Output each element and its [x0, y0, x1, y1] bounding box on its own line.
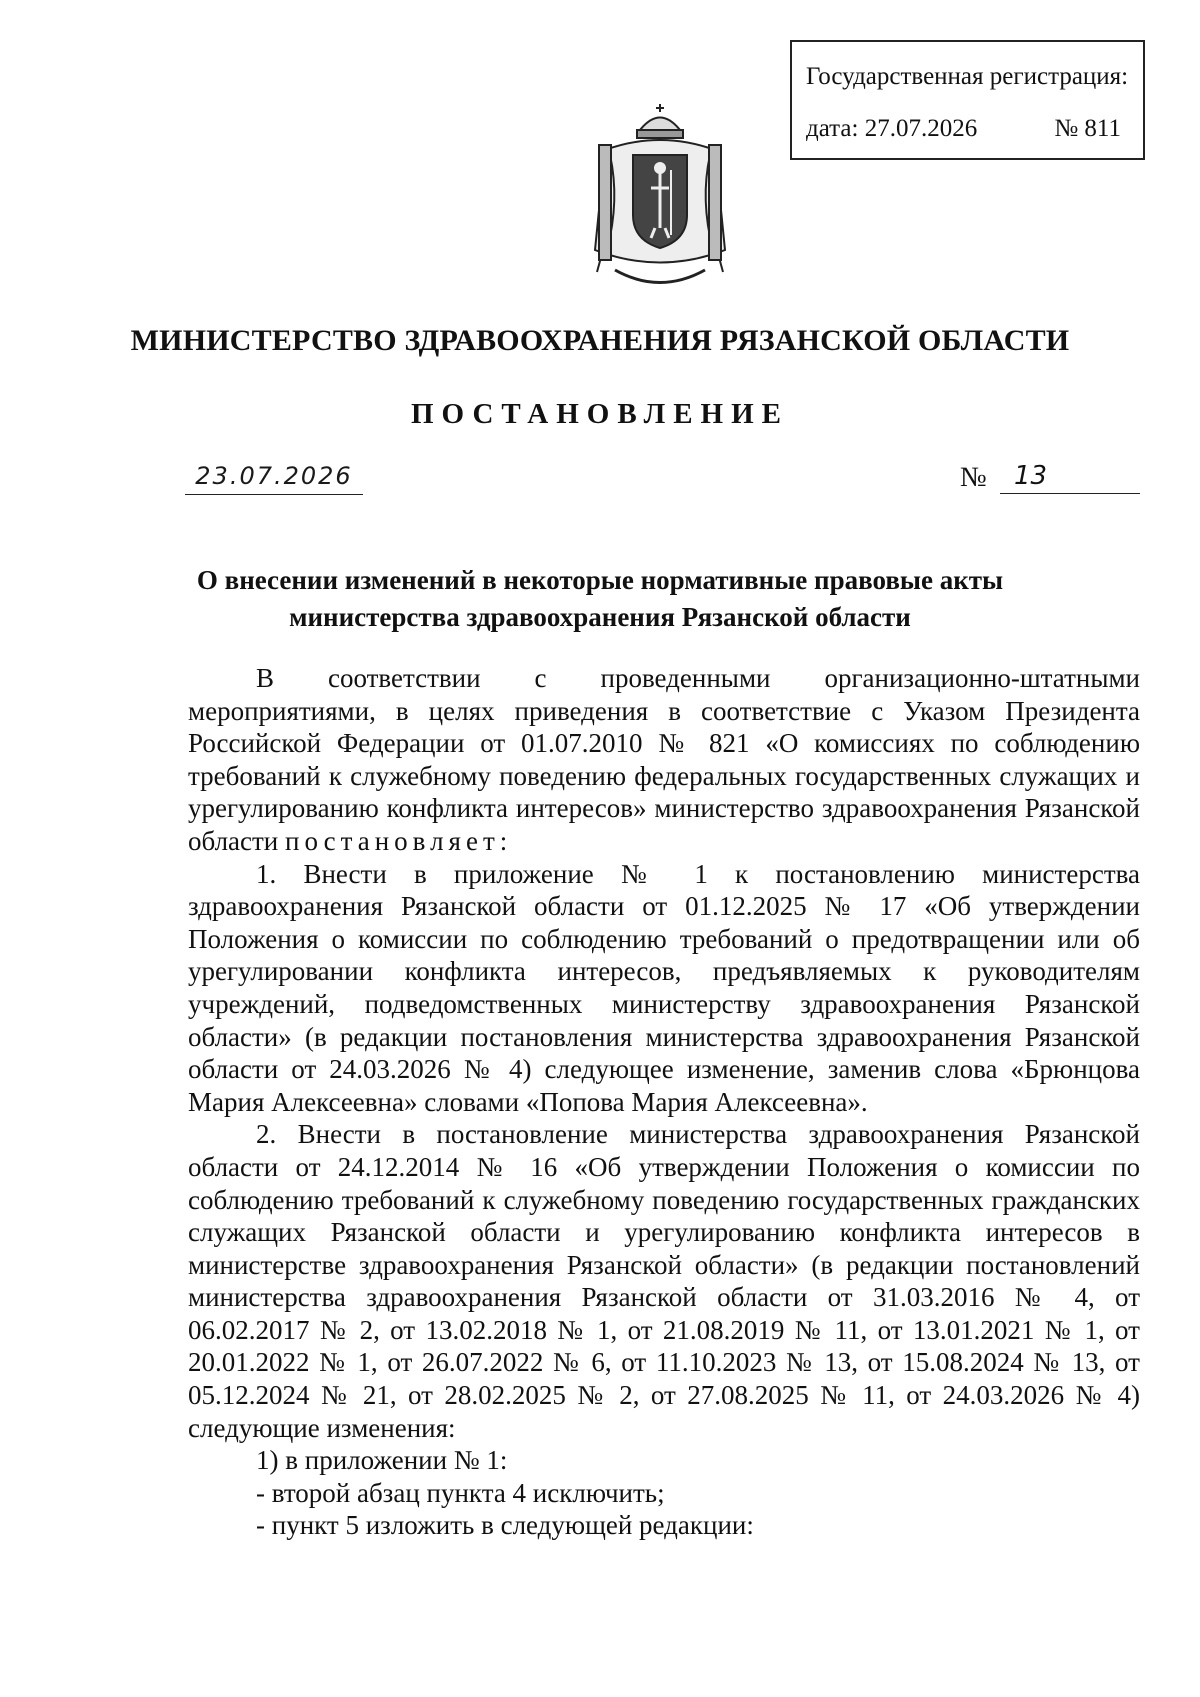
- registration-stamp: [790, 40, 1145, 160]
- coat-of-arms-icon: [585, 100, 735, 300]
- subitem-1b-paragraph: - пункт 5 изложить в следующей редакции:: [256, 1510, 754, 1541]
- preamble-verb: постановляет:: [285, 825, 513, 856]
- preamble-paragraph: [188, 662, 1140, 858]
- organization-name: МИНИСТЕРСТВО ЗДРАВООХРАНЕНИЯ РЯЗАНСКОЙ ОБЛАСТИ: [130, 324, 1070, 357]
- handwritten-number: 13: [1000, 458, 1140, 494]
- number-prefix: №: [960, 462, 987, 493]
- subject-line-2: министерства здравоохранения Рязанской области: [289, 602, 911, 632]
- handwritten-date: 23.07.2026: [185, 458, 363, 495]
- registration-date: дата: 27.07.2026: [806, 115, 978, 142]
- document-body: [188, 662, 1140, 1542]
- subitem-1-paragraph: 1) в приложении № 1:: [256, 1445, 508, 1476]
- document-type: ПОСТАНОВЛЕНИЕ: [410, 398, 789, 430]
- registration-details: [806, 114, 1121, 144]
- document-subject: [150, 562, 1050, 636]
- subitem-1a-paragraph: - второй абзац пункта 4 исключить;: [256, 1477, 665, 1508]
- preamble-text: В соответствии с проведенными организационно-штатными мероприятиями, в целях приведения в соответствие с Указом Президента Российской Федерации от 01.07.2010 № 821 «О комиссиях по соблюдению требований к служебному поведению федеральных государственных служащих и урегулированию конфликта интересов» министерство здравоохранения Рязанской области: [188, 663, 1140, 856]
- item-1-paragraph: 1. Внести в приложение № 1 к постановлению министерства здравоохранения Рязанской области от 01.12.2025 № 17 «Об утверждении Положения о комиссии по соблюдению требований о предотвращении или об урегулировании конфликта интересов, предъявляемых к руководителям учреждений, подведомственных министерству здравоохранения Рязанской области» (в редакции постановления министерства здравоохранения Рязанской области от 24.03.2026 № 4) следующее изменение, заменив слова «Брюнцова Мария Алексеевна» словами «Попова Мария Алексеевна».: [188, 858, 1140, 1117]
- item-2-paragraph: 2. Внести в постановление министерства здравоохранения Рязанской области от 24.12.2014 № 16 «Об утверждении Положения о комиссии по соблюдению требований к служебному поведению государственных гражданских служащих Рязанской области и урегулированию конфликта интересов в министерстве здравоохранения Рязанской области» (в редакции постановлений министерства здравоохранения Рязанской области от 31.03.2016 № 4, от 06.02.2017 № 2, от 13.02.2018 № 1, от 21.08.2019 № 11, от 13.01.2021 № 1, от 20.01.2022 № 1, от 26.07.2022 № 6, от 11.10.2023 № 13, от 15.08.2024 № 13, от 05.12.2024 № 21, от 28.02.2025 № 2, от 27.08.2025 № 11, от 24.03.2026 № 4) следующие изменения:: [188, 1119, 1140, 1443]
- registration-number: № 811: [1054, 115, 1121, 142]
- registration-title: Государственная регистрация:: [806, 63, 1129, 90]
- subject-line-1: О внесении изменений в некоторые нормативные правовые акты: [196, 565, 1004, 595]
